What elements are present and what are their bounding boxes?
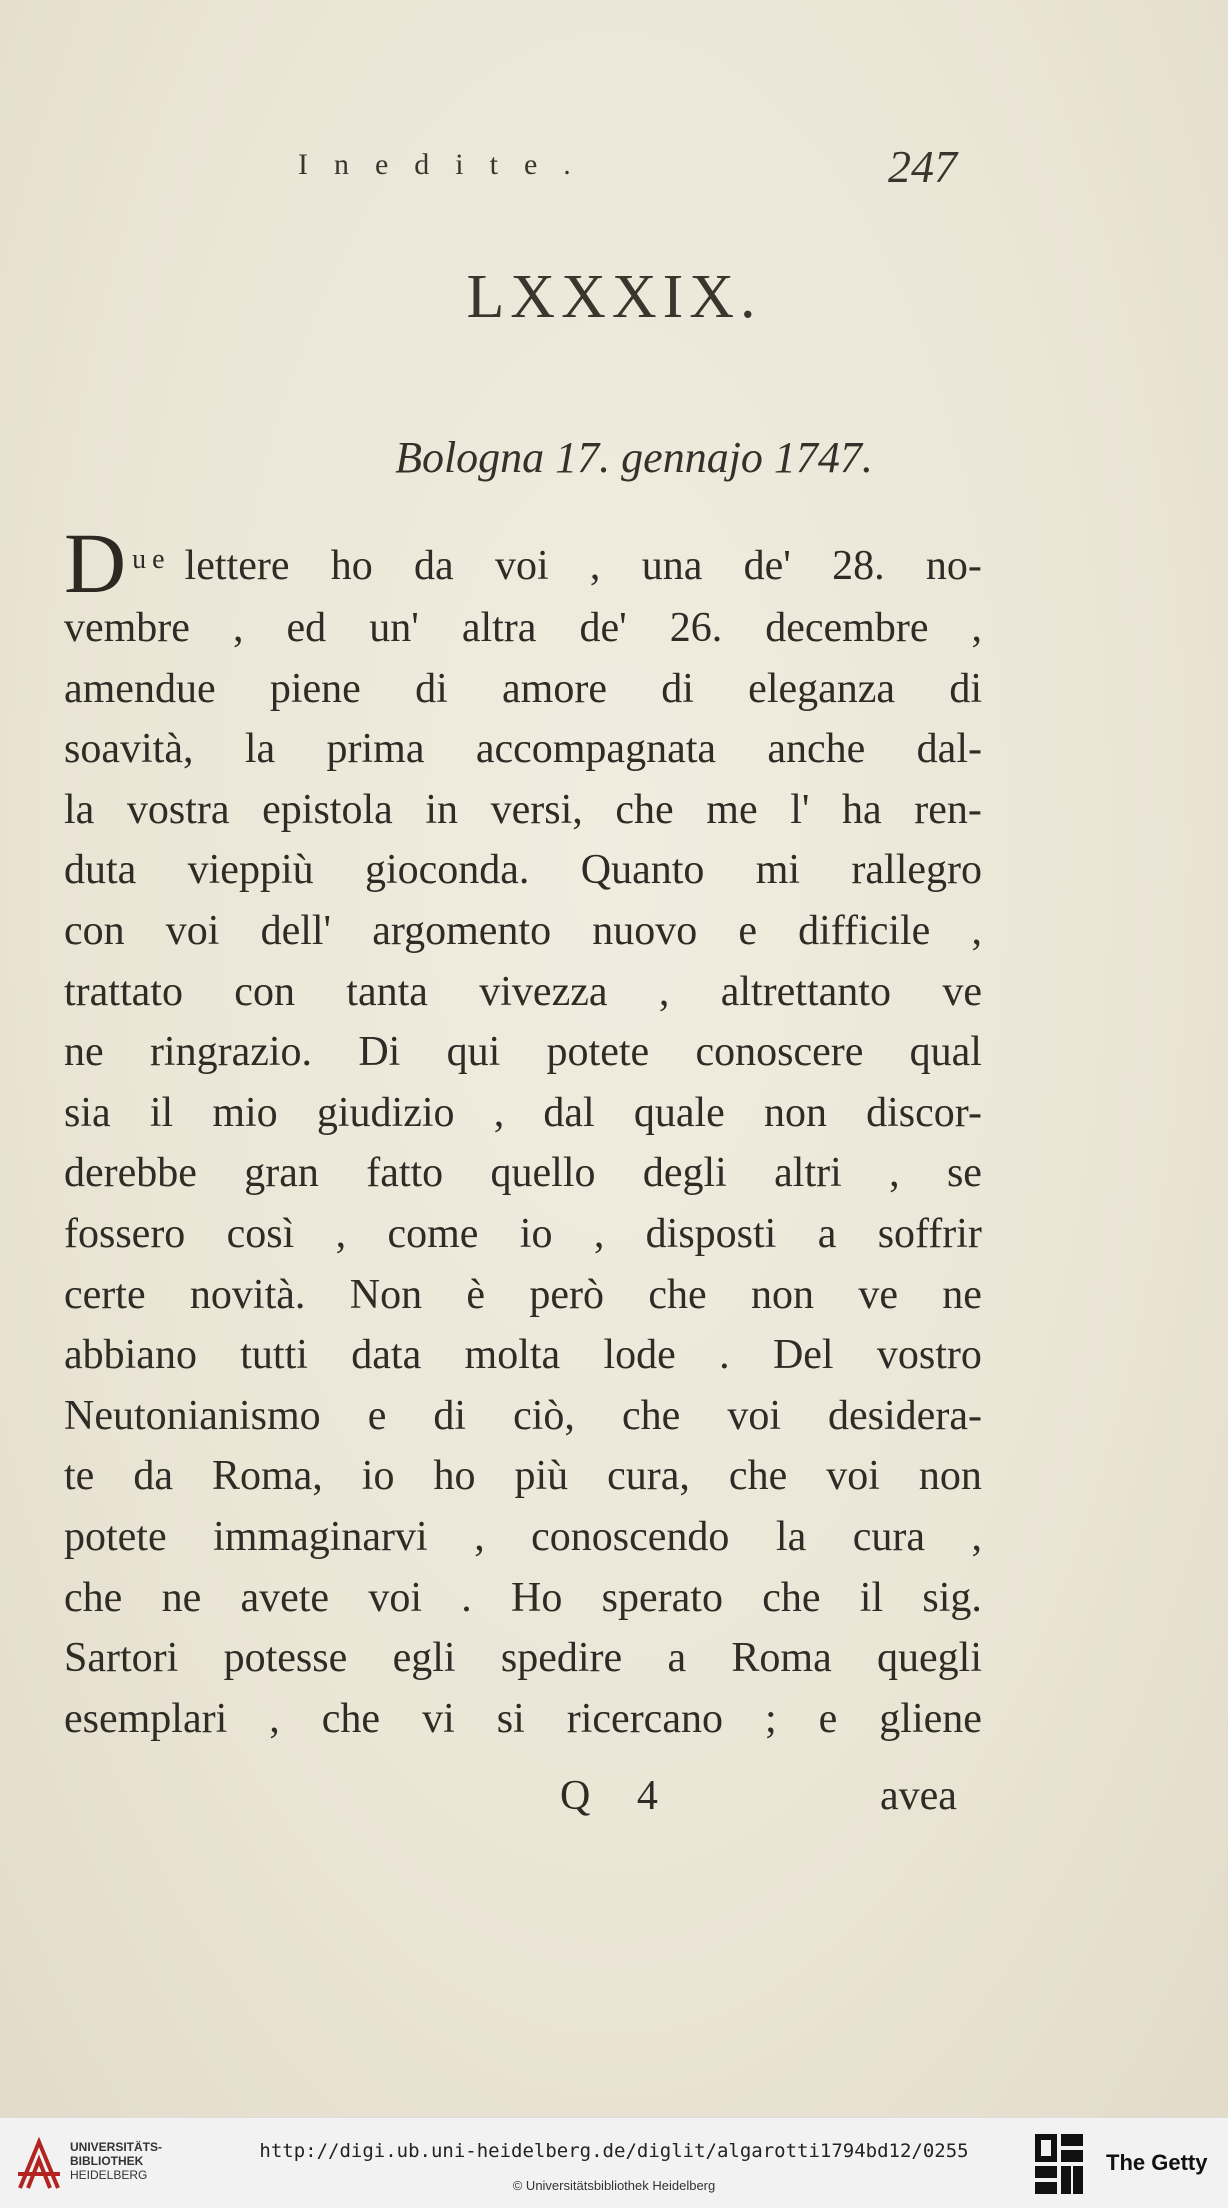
word: ; bbox=[764, 1695, 777, 1742]
word: amendue bbox=[64, 665, 216, 712]
word: è bbox=[466, 1271, 486, 1318]
word: de' bbox=[743, 543, 791, 589]
word: di bbox=[949, 665, 982, 712]
text-line bbox=[64, 1325, 982, 1386]
word: , bbox=[589, 543, 601, 589]
word: vivezza bbox=[479, 968, 608, 1015]
running-title: Inedite. bbox=[298, 148, 597, 181]
word: de' bbox=[579, 605, 627, 651]
word: difficile bbox=[798, 907, 931, 954]
word: voi bbox=[727, 1392, 781, 1439]
word: accompagnata bbox=[475, 726, 717, 773]
word: Del bbox=[772, 1332, 834, 1379]
line-text bbox=[64, 1628, 982, 1689]
word: 26. bbox=[669, 605, 723, 651]
word: potete bbox=[546, 1029, 650, 1076]
word: di bbox=[415, 665, 448, 712]
word: gioconda. bbox=[364, 847, 530, 894]
word: la bbox=[64, 786, 95, 833]
footer-bar bbox=[0, 2117, 1228, 2208]
line-text bbox=[64, 780, 982, 841]
word: discor- bbox=[866, 1089, 982, 1136]
word: , bbox=[593, 1210, 605, 1257]
word: cura bbox=[852, 1513, 925, 1560]
word: decembre bbox=[765, 605, 929, 651]
word: in bbox=[425, 786, 459, 833]
word: dal- bbox=[916, 726, 982, 773]
word: ne bbox=[64, 1029, 104, 1076]
word: vembre bbox=[64, 605, 190, 651]
text-line bbox=[64, 1689, 982, 1750]
text-line bbox=[64, 901, 982, 962]
word: lode bbox=[603, 1332, 676, 1379]
word: non bbox=[918, 1453, 982, 1500]
getty-name: The Getty bbox=[1106, 2150, 1208, 2175]
word: Quanto bbox=[580, 847, 705, 894]
text-line bbox=[64, 840, 982, 901]
word: egli bbox=[392, 1635, 456, 1682]
word: cura, bbox=[607, 1453, 690, 1500]
word: di bbox=[661, 665, 694, 712]
word: mi bbox=[755, 847, 801, 894]
word: conoscere bbox=[695, 1029, 864, 1076]
text-line bbox=[64, 1446, 982, 1507]
word: trattato bbox=[64, 968, 183, 1015]
word: e bbox=[818, 1695, 838, 1742]
word: ho bbox=[330, 543, 373, 589]
line-text bbox=[64, 1265, 982, 1326]
line-text bbox=[64, 1689, 982, 1750]
word: dal bbox=[543, 1089, 595, 1136]
library-name-line: HEIDELBERG bbox=[70, 2168, 148, 2182]
word: 28. bbox=[832, 543, 885, 589]
word: . bbox=[461, 1574, 472, 1621]
word: ed bbox=[286, 605, 327, 651]
word: te bbox=[64, 1453, 95, 1500]
word: argomento bbox=[372, 907, 552, 954]
line-text bbox=[64, 719, 982, 780]
word: ho bbox=[433, 1453, 476, 1500]
line-text bbox=[64, 1568, 982, 1629]
line-text bbox=[64, 1022, 982, 1083]
word: vostro bbox=[876, 1332, 982, 1379]
text-line bbox=[64, 598, 982, 659]
word: potesse bbox=[223, 1635, 348, 1682]
word: ciò, bbox=[513, 1392, 575, 1439]
word: esemplari bbox=[64, 1695, 228, 1742]
line-text bbox=[64, 962, 982, 1023]
text-line bbox=[64, 780, 982, 841]
word: desidera- bbox=[828, 1392, 982, 1439]
text-line bbox=[64, 719, 982, 780]
word: gliene bbox=[879, 1695, 982, 1742]
text-line bbox=[64, 1143, 982, 1204]
line-text bbox=[64, 1507, 982, 1568]
line-text bbox=[64, 659, 982, 720]
word: ve bbox=[942, 968, 982, 1015]
word: , bbox=[269, 1695, 280, 1742]
word: , bbox=[232, 605, 244, 651]
permalink[interactable]: http://digi.ub.uni-heidelberg.de/diglit/algarotti1794bd12/0255 bbox=[259, 2140, 969, 2162]
word: voi bbox=[826, 1453, 880, 1500]
letter-number: LXXXIX. bbox=[466, 263, 762, 331]
word: così bbox=[226, 1210, 295, 1257]
line-text bbox=[64, 1325, 982, 1386]
word: , bbox=[493, 1089, 505, 1136]
text-line bbox=[64, 1628, 982, 1689]
word: di bbox=[433, 1392, 467, 1439]
word: Non bbox=[349, 1271, 423, 1318]
page-foot bbox=[0, 1772, 1228, 1832]
word: prima bbox=[326, 726, 425, 773]
word: voi bbox=[494, 543, 549, 589]
word: lettere bbox=[184, 543, 290, 589]
text-line bbox=[64, 1204, 982, 1265]
text-line bbox=[64, 1507, 982, 1568]
word: Roma, bbox=[211, 1453, 323, 1500]
word: , bbox=[335, 1210, 347, 1257]
word: fossero bbox=[64, 1210, 186, 1257]
word: che bbox=[615, 786, 674, 833]
copyright-notice: © Universitätsbibliothek Heidelberg bbox=[512, 2178, 716, 2193]
word: sig. bbox=[922, 1574, 982, 1621]
word: . bbox=[719, 1332, 730, 1379]
text-line bbox=[64, 659, 982, 720]
line-text bbox=[64, 1446, 982, 1507]
word: rallegro bbox=[851, 847, 982, 894]
word: la bbox=[244, 726, 276, 773]
line-text bbox=[64, 598, 982, 659]
word: immaginarvi bbox=[213, 1513, 428, 1560]
word: il bbox=[859, 1574, 884, 1621]
word: con bbox=[234, 968, 295, 1015]
word: sia bbox=[64, 1089, 111, 1136]
word: certe bbox=[64, 1271, 146, 1318]
word: vostra bbox=[126, 786, 230, 833]
library-name-line: BIBLIOTHEK bbox=[70, 2154, 144, 2168]
word: ha bbox=[842, 786, 882, 833]
word: che bbox=[648, 1271, 707, 1318]
word: , bbox=[971, 605, 982, 651]
small-caps-word: ue bbox=[132, 544, 171, 575]
library-name-line: UNIVERSITÄTS- bbox=[70, 2140, 163, 2154]
word: novità. bbox=[189, 1271, 306, 1318]
word: sperato bbox=[601, 1574, 723, 1621]
word: soavità, bbox=[64, 726, 194, 773]
text-line bbox=[64, 1083, 982, 1144]
word: conoscendo bbox=[531, 1513, 730, 1560]
text-line bbox=[64, 1022, 982, 1083]
word: dell' bbox=[260, 907, 332, 954]
word: un' bbox=[369, 605, 419, 651]
word: ne bbox=[161, 1574, 202, 1621]
word: io bbox=[519, 1210, 553, 1257]
word: nuovo bbox=[592, 907, 698, 954]
line-text bbox=[64, 1386, 982, 1447]
word: però bbox=[529, 1271, 605, 1318]
getty-logo-icon bbox=[1033, 2132, 1087, 2196]
word: il bbox=[149, 1089, 174, 1136]
word: piene bbox=[269, 665, 361, 712]
word: degli bbox=[642, 1150, 727, 1197]
word: , bbox=[971, 1513, 982, 1560]
word: da bbox=[133, 1453, 173, 1500]
word: quello bbox=[490, 1150, 596, 1197]
text-line bbox=[64, 1265, 982, 1326]
word: altri bbox=[774, 1150, 842, 1197]
word: da bbox=[414, 543, 454, 589]
word: vieppiù bbox=[187, 847, 314, 894]
text-line bbox=[64, 962, 982, 1023]
word: me bbox=[706, 786, 758, 833]
word: molta bbox=[464, 1332, 561, 1379]
signature-mark: Q 4 bbox=[560, 1773, 676, 1819]
word: e bbox=[738, 907, 758, 954]
word: altra bbox=[461, 605, 537, 651]
word: quegli bbox=[877, 1635, 982, 1682]
word: come bbox=[387, 1210, 479, 1257]
word: fatto bbox=[366, 1150, 444, 1197]
word: giudizio bbox=[316, 1089, 455, 1136]
word: no- bbox=[925, 543, 982, 589]
drop-cap: D bbox=[64, 515, 127, 611]
word: a bbox=[667, 1635, 687, 1682]
line-text bbox=[64, 840, 982, 901]
word: ricercano bbox=[566, 1695, 723, 1742]
catchword: avea bbox=[880, 1773, 957, 1819]
page-number: 247 bbox=[888, 141, 957, 192]
word: amore bbox=[502, 665, 607, 712]
word: non bbox=[750, 1271, 814, 1318]
line-text bbox=[64, 1143, 982, 1204]
word: tutti bbox=[240, 1332, 308, 1379]
letter-body bbox=[64, 515, 982, 1749]
word: una bbox=[641, 543, 703, 589]
word: gran bbox=[244, 1150, 319, 1197]
word: potete bbox=[64, 1513, 167, 1560]
word: voi bbox=[368, 1574, 423, 1621]
line-text bbox=[185, 528, 982, 598]
word: altrettanto bbox=[720, 968, 891, 1015]
word: qui bbox=[446, 1029, 501, 1076]
word: , bbox=[889, 1150, 900, 1197]
word: la bbox=[775, 1513, 807, 1560]
word: a bbox=[817, 1210, 837, 1257]
text-line bbox=[64, 1386, 982, 1447]
word: se bbox=[946, 1150, 982, 1197]
word: qual bbox=[909, 1029, 982, 1076]
word: eleganza bbox=[748, 665, 896, 712]
word: abbiano bbox=[64, 1332, 197, 1379]
word: non bbox=[763, 1089, 827, 1136]
word: derebbe bbox=[64, 1150, 197, 1197]
word: tanta bbox=[346, 968, 428, 1015]
word: , bbox=[658, 968, 670, 1015]
word: , bbox=[971, 907, 982, 954]
word: disposti bbox=[645, 1210, 777, 1257]
running-head bbox=[0, 140, 1228, 200]
word: si bbox=[496, 1695, 525, 1742]
word: Roma bbox=[731, 1635, 832, 1682]
word: e bbox=[367, 1392, 387, 1439]
line-text bbox=[64, 1204, 982, 1265]
word: voi bbox=[165, 907, 220, 954]
word: con bbox=[64, 907, 125, 954]
word: versi, bbox=[490, 786, 583, 833]
word: avete bbox=[240, 1574, 330, 1621]
word: anche bbox=[767, 726, 866, 773]
word: ve bbox=[858, 1271, 898, 1318]
opening-words bbox=[64, 515, 185, 611]
word: che bbox=[64, 1574, 123, 1621]
text-line bbox=[64, 1568, 982, 1629]
word: che bbox=[762, 1574, 821, 1621]
word: io bbox=[361, 1453, 395, 1500]
word: spedire bbox=[500, 1635, 623, 1682]
word: Ho bbox=[511, 1574, 563, 1621]
text-line bbox=[64, 515, 982, 611]
word: che bbox=[321, 1695, 381, 1742]
word: più bbox=[514, 1453, 569, 1500]
word: duta bbox=[64, 847, 137, 894]
line-text bbox=[64, 1083, 982, 1144]
word: epistola bbox=[262, 786, 393, 833]
word: che bbox=[621, 1392, 681, 1439]
word: ren- bbox=[914, 786, 982, 833]
word: mio bbox=[212, 1089, 278, 1136]
word: Neutonianismo bbox=[64, 1392, 321, 1439]
word: , bbox=[474, 1513, 485, 1560]
word: Di bbox=[358, 1029, 401, 1076]
word: ne bbox=[942, 1271, 982, 1318]
word: soffrir bbox=[877, 1210, 982, 1257]
word: ringrazio. bbox=[149, 1029, 313, 1076]
dateline: Bologna 17. gennajo 1747. bbox=[395, 433, 873, 482]
word: data bbox=[351, 1332, 422, 1379]
line-text bbox=[64, 901, 982, 962]
word: che bbox=[728, 1453, 788, 1500]
word: vi bbox=[422, 1695, 455, 1742]
word: l' bbox=[790, 786, 810, 833]
word: Sartori bbox=[64, 1635, 179, 1682]
word: quale bbox=[633, 1089, 725, 1136]
